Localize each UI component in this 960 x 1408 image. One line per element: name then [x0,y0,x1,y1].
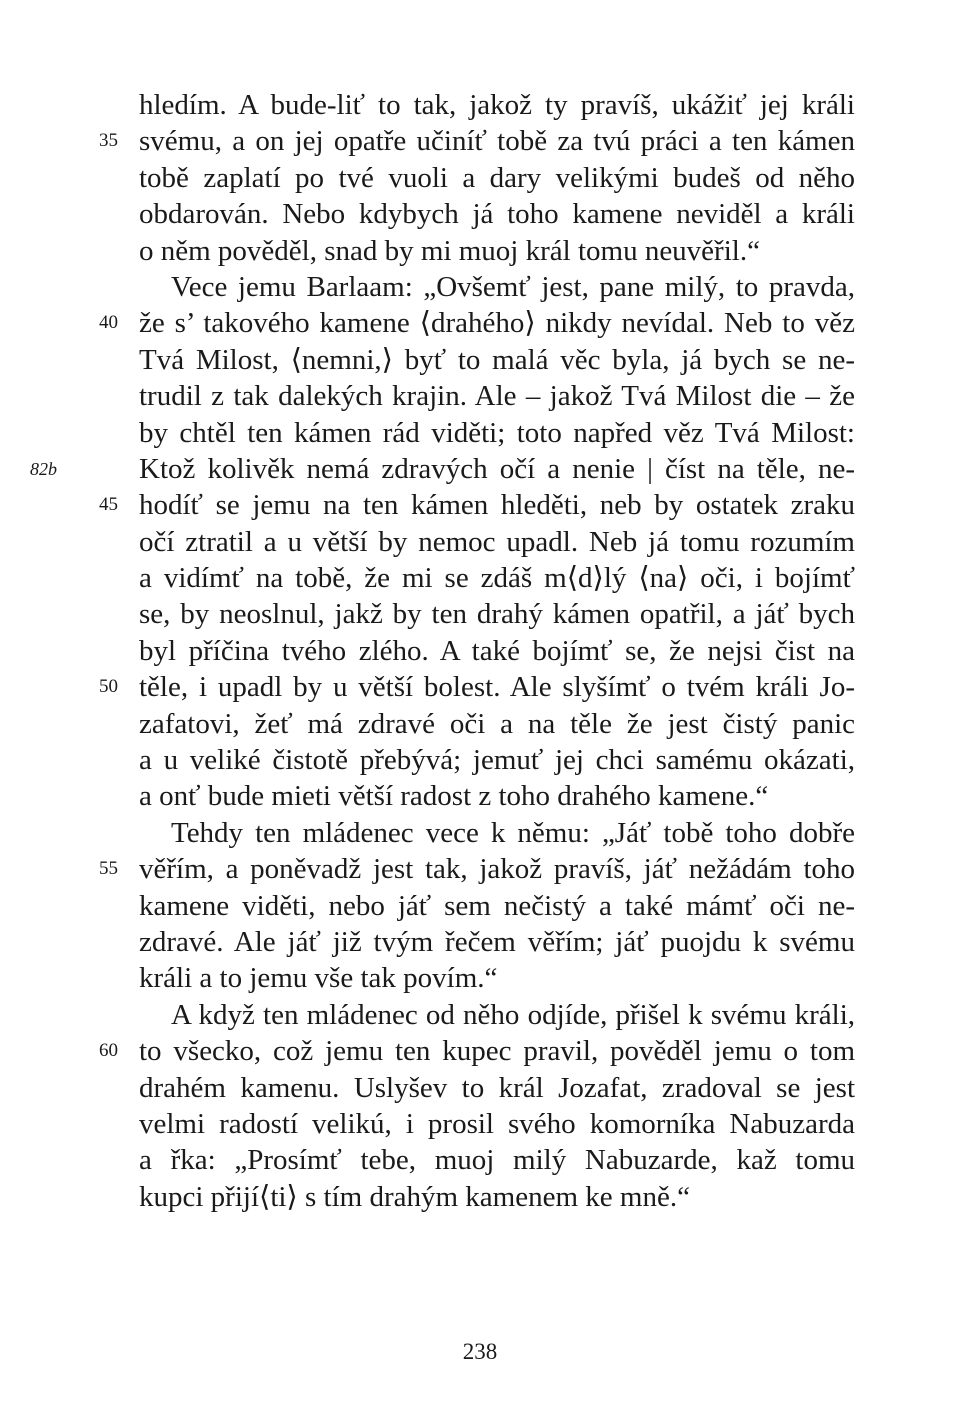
text-line [99,487,855,523]
line-text: a u veliké čistotě přebývá; jemuť jej chci samému okázati, [139,744,855,777]
text-line [139,1070,855,1106]
line-text: svému, a on jej opatře učiníť tobě za tvú práci a ten kámen [139,125,855,158]
line-text: drahém kamenu. Uslyšev to král Jozafat, zradoval se jest [139,1071,855,1104]
text-line [139,633,855,669]
line-text: kupci přijí⟨ti⟩ s tím drahým kamenem ke mně.“ [139,1180,690,1213]
line-text: Vece jemu Barlaam: „Ovšemť jest, pane milý, to pravda, [171,270,855,303]
text-line [139,815,855,851]
line-text: by chtěl ten kámen rád viděti; toto napřed věz Tvá Milost: [139,416,855,449]
text-line [139,1179,855,1215]
page-number: 238 [462,1339,498,1364]
text-line [139,269,855,305]
text-line [139,415,855,451]
line-text: Ktož kolivěk nemá zdravých očí a nenie | číst na těle, ne- [139,452,855,485]
line-text: zafatovi, žeť má zdravé oči a na těle že jest čistý panic [139,707,855,740]
line-text: A když ten mládenec od něho odjíde, přišel k svému králi, [171,998,855,1031]
text-line [139,524,855,560]
text-line [139,778,855,814]
text-line [139,196,855,232]
line-text: a onť bude mieti větší radost z toho drahého kamene.“ [139,780,769,813]
text-line [139,960,855,996]
body-text [30,87,855,1215]
line-number: 50 [99,676,118,698]
line-text: a vidímť na tobě, že mi se zdáš m⟨d⟩lý ⟨na⟩ oči, i bojímť [139,562,855,595]
line-text: o něm pověděl, snad by mi muoj král tomu neuvěřil.“ [139,234,760,267]
line-text: trudil z tak dalekých krajin. Ale – jakož Tvá Milost die – že [139,380,855,413]
text-line [139,378,855,414]
text-line [139,888,855,924]
line-text: tobě zaplatí po tvé vuoli a dary velikými budeš od něho [139,161,855,194]
line-number: 55 [99,858,118,880]
text-line [139,1106,855,1142]
text-line [139,924,855,960]
line-text: obdarován. Nebo kdybych já toho kamene neviděl a králi [139,198,855,231]
text-line [139,997,855,1033]
line-text: se, by neoslnul, jakž by ten drahý kámen opatřil, a jáť bych [139,598,855,631]
line-text: velmi radostí velikú, i prosil svého komorníka Nabuzarda [139,1107,855,1140]
line-text: hodíť se jemu na ten kámen hleděti, neb by ostatek zraku [139,489,855,522]
line-text: to všecko, což jemu ten kupec pravil, pověděl jemu o tom [139,1035,855,1068]
line-number: 45 [99,494,118,516]
line-text: těle, i upadl by u větší bolest. Ale slyšímť o tvém králi Jo- [139,671,855,704]
line-text: Tehdy ten mládenec vece k němu: „Jáť tobě toho dobře [171,816,855,849]
text-line [99,305,855,341]
line-text: že s’ takového kamene ⟨drahého⟩ nikdy nevídal. Neb to věz [139,307,855,340]
folio-marker: 82b [30,458,57,479]
line-number: 40 [99,312,118,334]
text-line [139,706,855,742]
text-line [139,160,855,196]
line-text: Tvá Milost, ⟨nemni,⟩ byť to malá věc byla, já bych se ne- [139,343,855,376]
line-text: zdravé. Ale jáť již tvým řečem věřím; jáť puojdu k svému [139,925,855,958]
line-text: kamene viděti, nebo jáť sem nečistý a také mámť oči ne- [139,889,855,922]
text-line [139,560,855,596]
text-line [99,123,855,159]
text-line [139,233,855,269]
text-line [30,451,855,487]
text-line [139,742,855,778]
line-number: 35 [99,130,118,152]
line-text: hledím. A bude-liť to tak, jakož ty pravíš, ukážiť jej králi [139,89,855,121]
line-number: 60 [99,1040,118,1062]
line-text: byl příčina tvého zlého. A také bojímť se, že nejsi čist na [139,634,855,667]
line-text: a řka: „Prosímť tebe, muoj milý Nabuzarde, kaž tomu [139,1144,855,1177]
text-line [99,669,855,705]
text-line [139,342,855,378]
text-line [99,1033,855,1069]
text-line [139,1142,855,1178]
text-line [139,596,855,632]
text-line [139,87,855,123]
line-text: králi a to jemu vše tak povím.“ [139,962,498,995]
text-line [99,851,855,887]
line-text: věřím, a poněvadž jest tak, jakož pravíš, jáť nežádám toho [139,853,855,886]
line-text: očí ztratil a u větší by nemoc upadl. Neb já tomu rozumím [139,525,855,558]
